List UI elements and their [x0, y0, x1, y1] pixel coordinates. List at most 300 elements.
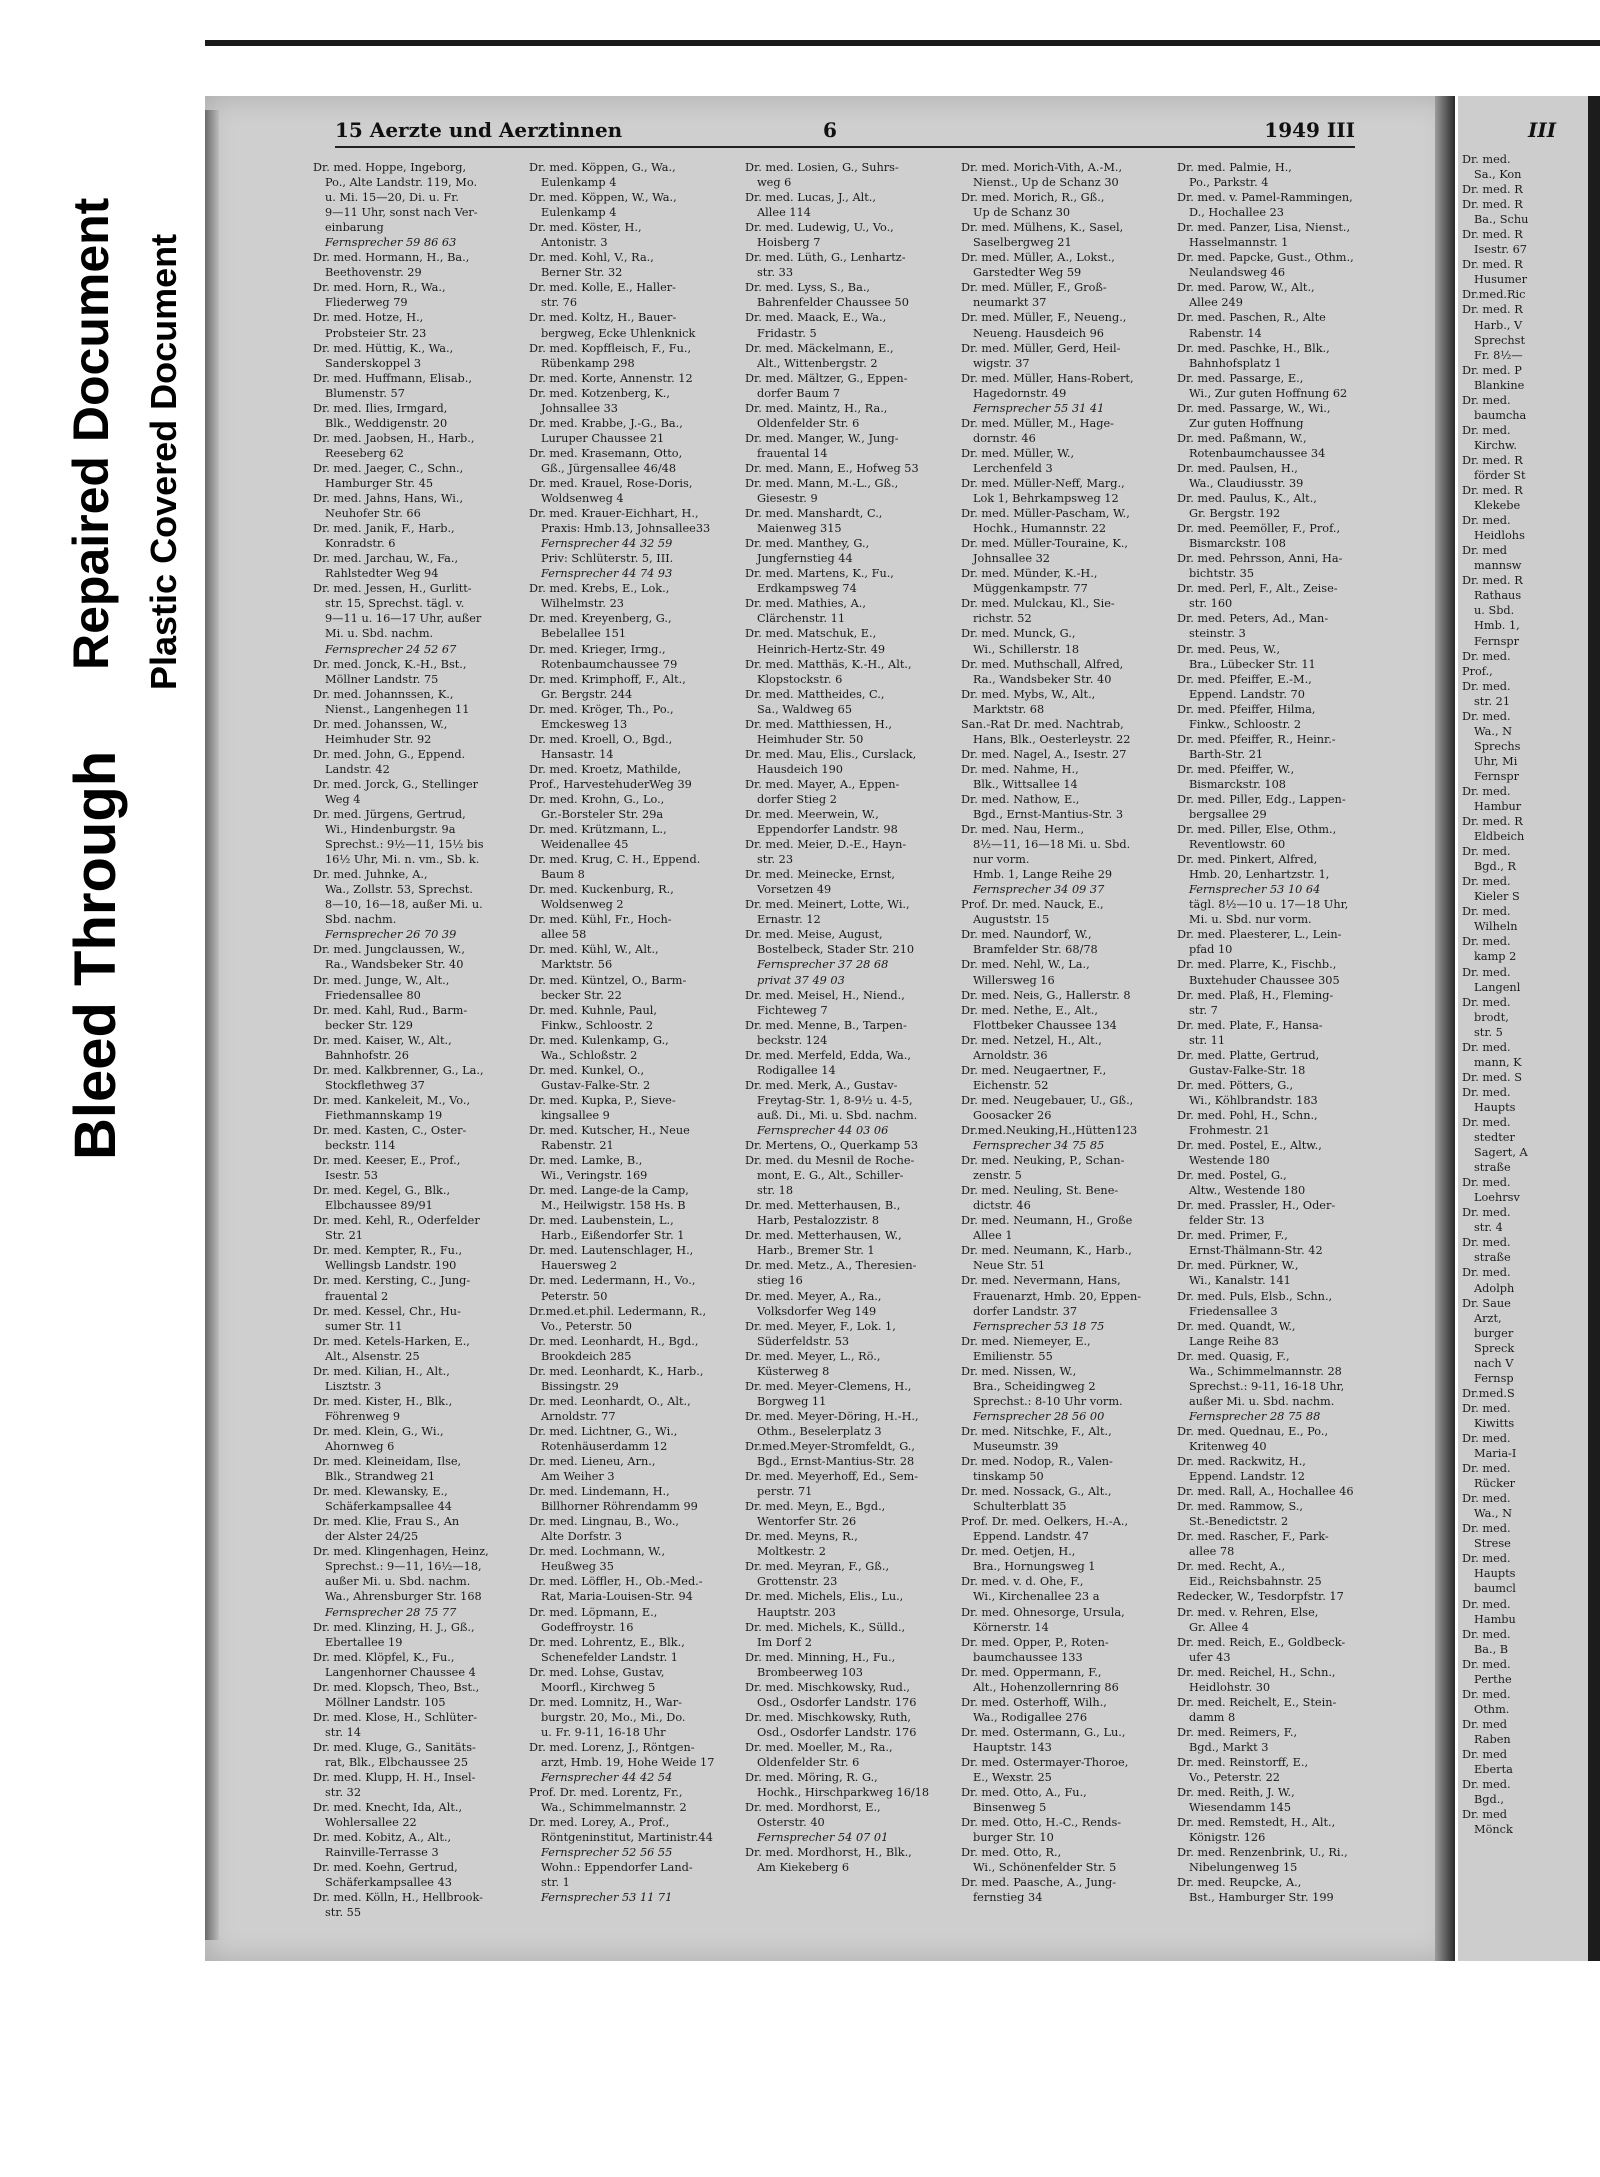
directory-address-line: Harb., Bremer Str. 1 [757, 1244, 875, 1258]
directory-entry-line: Dr. med. Merfeld, Edda, Wa., [745, 1048, 911, 1062]
directory-entry-line: Dr. med. Kotzenberg, K., [529, 386, 670, 400]
directory-address-line: u. Sbd. [1474, 604, 1515, 618]
directory-entry-line: Dr. med. Jahns, Hans, Wi., [313, 492, 464, 506]
directory-entry-line: Dr. med. v. d. Ohe, F., [961, 1575, 1084, 1589]
directory-address-line: Arnoldstr. 36 [973, 1048, 1048, 1062]
directory-entry-line: Dr. med [1462, 1717, 1508, 1731]
directory-entry-line: Dr. med. Kister, H., Blk., [313, 1394, 453, 1408]
directory-entry-line: Dr. med. Parow, W., Alt., [1177, 281, 1315, 295]
directory-address-line: frauental 14 [757, 446, 828, 460]
directory-address-line: Johnsallee 32 [973, 552, 1050, 566]
directory-entry-line: Dr. med. Meyer, F., Lok. 1, [745, 1319, 896, 1333]
directory-address-line: Harb., Eißendorfer Str. 1 [541, 1229, 685, 1243]
directory-address-line: Föhrenweg 9 [325, 1409, 401, 1423]
directory-entry-line: Dr. med. Otto, R., [961, 1846, 1062, 1860]
directory-entry-line: Dr. med. Mathies, A., [745, 597, 866, 611]
page-gutter-shadow [1435, 96, 1455, 1961]
directory-address-line: beckstr. 114 [325, 1139, 396, 1153]
directory-address-line: Wa., Rodigallee 276 [973, 1710, 1088, 1724]
directory-address-line: Wa., Schimmelmannstr. 2 [541, 1801, 687, 1815]
directory-entry-line: Dr. med. Mischkowsky, Rud., [745, 1680, 911, 1694]
directory-address-line: Eppendorfer Landstr. 98 [757, 823, 898, 837]
directory-entry-line: Dr. med. Paulus, K., Alt., [1177, 492, 1317, 506]
directory-address-line: Heimhuder Str. 50 [757, 732, 864, 746]
directory-entry-line: Dr. med. Jonck, K.-H., Bst., [313, 657, 467, 671]
directory-address-line: mannsw [1474, 559, 1522, 573]
directory-entry-line: Dr. med. Kankeleit, M., Vo., [313, 1093, 471, 1107]
directory-address-line: Rodigallee 14 [757, 1063, 836, 1077]
directory-address-line: Uhr, Mi [1474, 754, 1518, 768]
directory-entry-line: Dr. med. Müller-Neff, Marg., [961, 476, 1125, 490]
directory-entry-line: Dr. med. [1462, 1657, 1511, 1671]
directory-entry-line: Dr. med. Pfeiffer, R., Heinr.- [1177, 732, 1336, 746]
directory-address-line: Klekebe [1474, 499, 1521, 513]
directory-entry-line: Dr. med. Pötters, G., [1177, 1078, 1294, 1092]
directory-address-line: Landstr. 42 [325, 762, 390, 776]
directory-address-line: Giesestr. 9 [757, 492, 818, 506]
directory-address-line: burgstr. 20, Mo., Mi., Do. [541, 1710, 686, 1724]
directory-address-line: str. 5 [1474, 1025, 1503, 1039]
directory-entry-line: Dr. med. Platte, Gertrud, [1177, 1048, 1320, 1062]
directory-entry-line: Dr. med. [1462, 1462, 1511, 1476]
directory-address-line: Nienst., Langenhegen 11 [325, 702, 470, 716]
directory-address-line: Neue Str. 51 [973, 1259, 1046, 1273]
directory-entry-line: Dr. med. Quandt, W., [1177, 1319, 1296, 1333]
directory-address-line: allee 78 [1189, 1545, 1235, 1559]
directory-address-line: Rotenhäuserdamm 12 [541, 1439, 668, 1453]
directory-entry-line: Dr. med. Manthey, G., [745, 537, 870, 551]
directory-address-line: Weidenallee 45 [541, 838, 629, 852]
directory-entry-line: Dr. med. Kroetz, Mathilde, [529, 762, 682, 776]
directory-address-line: Freytag-Str. 1, 8-9½ u. 4-5, [757, 1093, 913, 1107]
directory-entry-line: Dr. med. Meisel, H., Niend., [745, 988, 905, 1002]
directory-entry-line: Dr. med. Lindemann, H., [529, 1485, 670, 1499]
directory-entry-line: Dr. med. Lingnau, B., Wo., [529, 1515, 680, 1529]
directory-address-line: Ra., Wandsbeker Str. 40 [973, 672, 1112, 686]
directory-address-line: Perthe [1474, 1672, 1512, 1686]
directory-entry-line: Dr. med. Lieneu, Arn., [529, 1455, 656, 1469]
directory-address-line: St.-Benedictstr. 2 [1189, 1515, 1289, 1529]
directory-entry-line: Prof., HarvestehuderWeg 39 [529, 777, 692, 791]
directory-entry-line: Dr. med. R [1462, 453, 1523, 467]
directory-entry-line: Dr. med. Koehn, Gertrud, [313, 1861, 458, 1875]
directory-address-line: weg 6 [757, 176, 792, 190]
directory-entry-line: Dr. med. Mordhorst, H., Blk., [745, 1846, 912, 1860]
directory-entry-line: Dr. med. Neuking, P., Schan- [961, 1154, 1125, 1168]
directory-entry-line: Dr. med. [1462, 935, 1511, 949]
directory-address-line: Wa., Ahrensburger Str. 168 [325, 1590, 482, 1604]
directory-address-line: Moorfl., Kirchweg 5 [541, 1680, 656, 1694]
directory-entry-line: Dr.med.Ric [1462, 288, 1526, 302]
directory-entry-line: Dr. med. Müller, F., Neueng., [961, 311, 1127, 325]
directory-entry-line: Dr. med. Piller, Edg., Lappen- [1177, 792, 1346, 806]
directory-address-line: Fernsprecher 55 31 41 [973, 401, 1105, 415]
directory-address-line: Wi., Köhlbrandstr. 183 [1189, 1093, 1318, 1107]
directory-entry-line: Dr. med. [1462, 905, 1511, 919]
directory-address-line: Süderfeldstr. 53 [757, 1334, 850, 1348]
directory-address-line: tägl. 8½—10 u. 17—18 Uhr, [1189, 898, 1349, 912]
directory-address-line: Gustav-Falke-Str. 2 [541, 1078, 651, 1092]
directory-entry-line: Dr. med. Reimers, F., [1177, 1725, 1298, 1739]
directory-entry-line: Dr. med. Metz., A., Theresien- [745, 1259, 917, 1273]
directory-entry-line: Dr. med. v. Rehren, Else, [1177, 1605, 1319, 1619]
directory-address-line: Beethovenstr. 29 [325, 266, 422, 280]
directory-address-line: Moltkestr. 2 [757, 1545, 826, 1559]
directory-entry-line: Dr. med. Löpmann, E., [529, 1605, 658, 1619]
directory-address-line: brodt, [1474, 1010, 1509, 1024]
directory-entry-line: Dr. med. Mäckelmann, E., [745, 341, 894, 355]
directory-entry-line: Dr. med. Piller, Else, Othm., [1177, 823, 1337, 837]
directory-address-line: Röntgeninstitut, Martinistr.44 [541, 1831, 713, 1845]
directory-address-line: Fernsprecher 59 86 63 [325, 236, 457, 250]
directory-address-line: arzt, Hmb. 19, Hohe Weide 17 [541, 1755, 715, 1769]
directory-address-line: Bra., Lübecker Str. 11 [1189, 657, 1316, 671]
directory-address-line: Fiethmannskamp 19 [325, 1108, 443, 1122]
directory-entry-line: Dr. med. Krasemann, Otto, [529, 446, 683, 460]
directory-address-line: einbarung [325, 221, 384, 235]
directory-address-line: Bgd., R [1474, 860, 1517, 874]
directory-address-line: Mönck [1474, 1823, 1513, 1837]
directory-entry-line: Dr. med. Hormann, H., Ba., [313, 251, 470, 265]
directory-address-line: wigstr. 37 [973, 356, 1030, 370]
directory-address-line: str. 33 [757, 266, 794, 280]
directory-entry-line: Dr. med. Meier, D.-E., Hayn- [745, 838, 907, 852]
directory-entry-line: Dr. med. Krimphoff, F., Alt., [529, 672, 686, 686]
directory-entry-line: Dr. med. Mulckau, Kl., Sie- [961, 597, 1115, 611]
directory-address-line: Müggenkampstr. 77 [973, 582, 1088, 596]
directory-entry-line: Dr. med. Rackwitz, H., [1177, 1455, 1306, 1469]
directory-address-line: Schulterblatt 35 [973, 1500, 1067, 1514]
directory-address-line: Am Kiekeberg 6 [757, 1861, 850, 1875]
directory-entry-line: Redecker, W., Tesdorpfstr. 17 [1177, 1590, 1344, 1604]
directory-address-line: u. Mi. 15—20, Di. u. Fr. [325, 191, 459, 205]
directory-entry-line: Dr. med. Reupcke, A., [1177, 1876, 1302, 1890]
directory-address-line: dorfer Landstr. 37 [973, 1304, 1078, 1318]
directory-entry-line: Dr. med. R [1462, 303, 1523, 317]
directory-entry-line: Dr. med. Mattheides, C., [745, 687, 885, 701]
directory-address-line: pfad 10 [1189, 943, 1233, 957]
directory-entry-line: Dr. med. Köppen, G., Wa., [529, 161, 676, 174]
directory-address-line: Hagedornstr. 49 [973, 386, 1067, 400]
directory-address-line: Ernastr. 12 [757, 913, 821, 927]
directory-address-line: Schäferkampsallee 44 [325, 1500, 452, 1514]
directory-entry-line: Dr. med. Rascher, F., Park- [1177, 1530, 1329, 1544]
directory-entry-line: Dr. med. Leonhardt, H., Bgd., [529, 1334, 699, 1348]
directory-entry-line: Dr. med. Remstedt, H., Alt., [1177, 1816, 1336, 1830]
directory-address-line: Osd., Osdorfer Landstr. 176 [757, 1695, 917, 1709]
directory-address-line: Wiesendamm 145 [1189, 1801, 1292, 1815]
directory-address-line: Woldsenweg 4 [541, 492, 624, 506]
directory-entry-line: Dr. med. Klupp, H. H., Insel- [313, 1771, 476, 1785]
directory-address-line: dorfer Stieg 2 [757, 792, 837, 806]
directory-address-line: Fernsprecher 34 09 37 [973, 883, 1105, 897]
directory-address-line: Praxis: Hmb.13, Johnsallee33 [541, 522, 711, 536]
directory-entry-line: Dr. med. R [1462, 574, 1523, 588]
directory-address-line: Bismarckstr. 108 [1189, 777, 1286, 791]
directory-entry-line: Dr. med. Kalkbrenner, G., La., [313, 1063, 484, 1077]
directory-address-line: zenstr. 5 [973, 1169, 1022, 1183]
directory-entry-line: Dr. med. Nevermann, Hans, [961, 1274, 1121, 1288]
directory-entry-line: Dr. med. Nethe, E., Alt., [961, 1003, 1098, 1017]
directory-address-line: Heidlohstr. 30 [1189, 1680, 1271, 1694]
directory-address-line: Jungfernstieg 44 [757, 552, 853, 566]
directory-entry-line: Dr. med. Mau, Elis., Curslack, [745, 747, 917, 761]
directory-address-line: Körnerstr. 14 [973, 1620, 1049, 1634]
directory-entry-line: Dr. med. Ohnesorge, Ursula, [961, 1605, 1125, 1619]
directory-entry-line: Dr. med. R [1462, 198, 1523, 212]
directory-entry-line: Dr. med. Paschen, R., Alte [1177, 311, 1326, 325]
directory-address-line: str. 14 [325, 1725, 362, 1739]
directory-address-line: förder St [1474, 468, 1526, 482]
directory-entry-line: Dr. med. Manger, W., Jung- [745, 431, 899, 445]
directory-entry-line: Dr. med. Kegel, G., Blk., [313, 1184, 451, 1198]
directory-address-line: Alt., Alsenstr. 25 [325, 1349, 420, 1363]
directory-address-line: Heinrich-Hertz-Str. 49 [757, 642, 886, 656]
directory-address-line: Sa., Kon [1474, 168, 1522, 182]
directory-address-line: Wa., N [1474, 724, 1513, 738]
directory-entry-line: Dr. med. Rammow, S., [1177, 1500, 1303, 1514]
directory-entry-line: Dr. med. v. Pamel-Rammingen, [1177, 191, 1353, 205]
directory-address-line: Woldsenweg 2 [541, 898, 624, 912]
directory-entry-line: Dr. med. Postel, G., [1177, 1169, 1287, 1183]
directory-address-line: Möllner Landstr. 75 [325, 672, 439, 686]
directory-address-line: Fliederweg 79 [325, 296, 408, 310]
directory-address-line: Oldenfelder Str. 6 [757, 1755, 860, 1769]
directory-entry-line: Dr. med. Metterhausen, W., [745, 1229, 902, 1243]
directory-address-line: Fernsprecher 28 56 00 [973, 1409, 1105, 1423]
directory-address-line: Ebertallee 19 [325, 1635, 403, 1649]
directory-entry-line: Dr. med. Pfeiffer, Hilma, [1177, 702, 1316, 716]
directory-address-line: Ba., Schu [1474, 213, 1529, 227]
directory-address-line: Fernsprecher 34 75 85 [973, 1139, 1105, 1153]
directory-address-line: str. 7 [1189, 1003, 1218, 1017]
directory-entry-line: Dr. med. Möring, R. G., [745, 1771, 878, 1785]
directory-entry-line: Dr. med. [1462, 679, 1511, 693]
directory-entry-line: Dr. med. Reichel, H., Schn., [1177, 1665, 1336, 1679]
scan-top-edge [205, 40, 1600, 46]
directory-address-line: Lerchenfeld 3 [973, 461, 1053, 475]
directory-address-line: Wohlersallee 22 [325, 1816, 417, 1830]
directory-entry-line: Dr. med. Osterhoff, Wilh., [961, 1695, 1107, 1709]
directory-entry-line: Prof. Dr. med. Lorentz, Fr., [529, 1786, 683, 1800]
directory-entry-line: Dr. med. Jorck, G., Stellinger [313, 777, 479, 791]
directory-entry-line: Dr. med. Nitschke, F., Alt., [961, 1424, 1112, 1438]
directory-column-5 [1177, 160, 1385, 1905]
directory-address-line: Johnsallee 33 [541, 401, 618, 415]
directory-entry-line: Dr. med. [1462, 1552, 1511, 1566]
directory-address-line: Wa., Schimmelmannstr. 28 [1189, 1364, 1342, 1378]
directory-address-line: Husumer [1474, 273, 1527, 287]
directory-address-line: felder Str. 13 [1189, 1214, 1265, 1228]
directory-address-line: Fernsprecher 44 32 59 [541, 537, 673, 551]
directory-entry-line: Dr. med. Hüttig, K., Wa., [313, 341, 454, 355]
directory-entry-line: Dr. med. John, G., Eppend. [313, 747, 466, 761]
directory-entry-line: Dr. med. Postel, E., Altw., [1177, 1139, 1322, 1153]
directory-address-line: Stockflethweg 37 [325, 1078, 425, 1092]
directory-address-line: Hochk., Humannstr. 22 [973, 522, 1107, 536]
directory-address-line: Rotenbaumchaussee 34 [1189, 446, 1326, 460]
directory-entry-line: Dr.med.S [1462, 1386, 1515, 1400]
directory-entry-line: Dr. med. Reith, J. W., [1177, 1786, 1295, 1800]
directory-entry-line: Dr. med. Reinstorff, E., [1177, 1755, 1309, 1769]
directory-address-line: Clärchenstr. 11 [757, 612, 846, 626]
directory-address-line: Haupts [1474, 1100, 1516, 1114]
directory-entry-line: Dr. med. Jaeger, C., Schn., [313, 461, 464, 475]
directory-address-line: baumcl [1474, 1582, 1516, 1596]
directory-address-line: Ra., Wandsbeker Str. 40 [325, 958, 464, 972]
directory-address-line: Wi., Veringstr. 169 [541, 1169, 648, 1183]
directory-address-line: str. 4 [1474, 1221, 1503, 1235]
directory-address-line: Neuhofer Str. 66 [325, 507, 421, 521]
directory-entry-line: Dr. med. Munck, G., [961, 627, 1076, 641]
directory-entry-line: Dr. med. R [1462, 228, 1523, 242]
directory-entry-line: Dr. med. Krützmann, L., [529, 823, 667, 837]
directory-address-line: Eppend. Landstr. 70 [1189, 687, 1305, 701]
directory-entry-line: Dr. med. Müller, W., [961, 446, 1075, 460]
directory-entry-line: Dr. med. Klein, G., Wi., [313, 1424, 444, 1438]
directory-entry-line: Dr. med. Jarchau, W., Fa., [313, 552, 459, 566]
directory-entry-line: Dr. med. Passarge, E., [1177, 371, 1304, 385]
directory-address-line: Nibelungenweg 15 [1189, 1861, 1298, 1875]
directory-address-line: damm 8 [1189, 1710, 1236, 1724]
directory-address-line: Bahnhofstr. 26 [325, 1048, 409, 1062]
directory-address-line: Ba., B [1474, 1642, 1509, 1656]
directory-entry-line: Dr. med. Meyn, E., Bgd., [745, 1500, 886, 1514]
directory-address-line: Schenefelder Landstr. 1 [541, 1650, 678, 1664]
directory-address-line: Hmb. 1, [1474, 619, 1520, 633]
directory-entry-line: Dr. med. Lochmann, W., [529, 1545, 666, 1559]
directory-address-line: Zur guten Hoffnung [1189, 416, 1304, 430]
directory-entry-line: Dr. med. Lorey, A., Prof., [529, 1816, 670, 1830]
scan-right-edge [1588, 96, 1600, 1961]
directory-entry-line: Dr. med. Krauel, Rose-Doris, [529, 476, 693, 490]
directory-address-line: dorfer Baum 7 [757, 386, 841, 400]
directory-entry-line: Dr. med. Meerwein, W., [745, 808, 879, 822]
directory-entry-line: Dr. med. Jungclaussen, W., [313, 943, 466, 957]
directory-entry-line: Dr. med. Morich-Vith, A.-M., [961, 161, 1123, 174]
directory-address-line: Adolph [1474, 1281, 1515, 1295]
directory-entry-line: Dr. med. Kehl, R., Oderfelder [313, 1214, 480, 1228]
directory-entry-line: Dr. med. S [1462, 1070, 1522, 1084]
directory-entry-line: Dr. med. Müller, Gerd, Heil- [961, 341, 1121, 355]
directory-address-line: Vo., Peterstr. 50 [541, 1319, 632, 1333]
directory-entry-line: Dr. med. Michels, Elis., Lu., [745, 1590, 904, 1604]
directory-entry-line: Dr.med.et.phil. Ledermann, R., [529, 1304, 707, 1318]
directory-entry-line: Dr. med [1462, 544, 1508, 558]
directory-address-line: Mi. u. Sbd. nur vorm. [1189, 913, 1312, 927]
directory-entry-line: Dr. med. Minning, H., Fu., [745, 1650, 896, 1664]
directory-address-line: Eulenkamp 4 [541, 176, 617, 190]
directory-address-line: Westende 180 [1189, 1154, 1270, 1168]
directory-address-line: Emilienstr. 55 [973, 1349, 1053, 1363]
directory-address-line: Alte Dorfstr. 3 [541, 1530, 622, 1544]
directory-address-line: stedter [1474, 1131, 1515, 1145]
directory-address-line: Borgweg 11 [757, 1394, 827, 1408]
directory-address-line: Allee 249 [1189, 296, 1243, 310]
directory-entry-line: Dr. med. Lüth, G., Lenhartz- [745, 251, 906, 265]
directory-address-line: Brombeerweg 103 [757, 1665, 863, 1679]
directory-entry-line: Dr. med. Michels, K., Sülld., [745, 1620, 906, 1634]
directory-entry-line: Dr. med. Lorenz, J., Röntgen- [529, 1740, 695, 1754]
directory-entry-line: Dr. med. [1462, 1206, 1511, 1220]
directory-address-line: Probsteier Str. 23 [325, 326, 427, 340]
directory-address-line: Museumstr. 39 [973, 1439, 1059, 1453]
directory-entry-line: Dr. med. Klinzing, H. J., Gß., [313, 1620, 475, 1634]
directory-address-line: Wi., Kanalstr. 141 [1189, 1274, 1291, 1288]
directory-entry-line: Dr. Mertens, O., Querkamp 53 [745, 1139, 919, 1153]
directory-entry-line: Dr. med. Köppen, W., Wa., [529, 191, 677, 205]
directory-entry-line: Dr. med. Kühl, W., Alt., [529, 943, 659, 957]
directory-address-line: Bra., Scheidingweg 2 [973, 1379, 1096, 1393]
directory-address-line: str. 23 [757, 853, 794, 867]
directory-address-line: Finkw., Schloostr. 2 [541, 1018, 654, 1032]
directory-address-line: Bgd., Ernst-Mantius-Str. 28 [757, 1455, 915, 1469]
directory-address-line: kingsallee 9 [541, 1108, 610, 1122]
directory-address-line: Haupts [1474, 1567, 1516, 1581]
directory-entry-line: Dr. med. R [1462, 484, 1523, 498]
directory-entry-line: Dr. med. R [1462, 183, 1523, 197]
directory-entry-line: Dr. med. Krauer-Eichhart, H., [529, 507, 699, 521]
directory-entry-line: Dr. med. [1462, 1778, 1511, 1792]
directory-address-line: Wellingsb Landstr. 190 [325, 1259, 457, 1273]
directory-address-line: Nienst., Up de Schanz 30 [973, 176, 1119, 190]
directory-entry-line: Dr. med. [1462, 1040, 1511, 1054]
directory-entry-line: Dr. med. Kühl, Fr., Hoch- [529, 913, 672, 927]
directory-address-line: Am Weiher 3 [541, 1470, 615, 1484]
directory-address-line: Rotenbaumchaussee 79 [541, 657, 678, 671]
directory-address-line: Fernsprecher 52 56 55 [541, 1846, 673, 1860]
page-header [335, 118, 1355, 148]
directory-address-line: Saselbergweg 21 [973, 236, 1072, 250]
directory-address-line: Buxtehuder Chaussee 305 [1189, 973, 1340, 987]
directory-entry-line: Dr. med. Lange-de la Camp, [529, 1184, 689, 1198]
directory-address-line: Sprechs [1474, 739, 1521, 753]
directory-entry-line: Dr. med. [1462, 1492, 1511, 1506]
directory-address-line: bergsallee 29 [1189, 808, 1267, 822]
directory-address-line: Loehrsv [1474, 1191, 1520, 1205]
directory-entry-line: Dr. med. Matthiessen, H., [745, 717, 892, 731]
directory-entry-line: Dr. med. Krohn, G., Lo., [529, 792, 665, 806]
plastic-covered-label: Plastic Covered Document [143, 233, 184, 690]
directory-address-line: Willersweg 16 [973, 973, 1055, 987]
directory-entry-line: Dr. med. Mältzer, G., Eppen- [745, 371, 908, 385]
directory-address-line: Fernsprecher 28 75 88 [1189, 1409, 1321, 1423]
directory-address-line: Wi., Schillerstr. 18 [973, 642, 1080, 656]
directory-address-line: Wa., Schloßstr. 2 [541, 1048, 638, 1062]
directory-address-line: Sagert, A [1474, 1146, 1528, 1160]
directory-address-line: Garstedter Weg 59 [973, 266, 1082, 280]
directory-address-line: Fernsprecher 53 18 75 [973, 1319, 1105, 1333]
directory-address-line: Up de Schanz 30 [973, 206, 1071, 220]
directory-address-line: tinskamp 50 [973, 1470, 1044, 1484]
directory-entry-line: Dr. med. Kohl, V., Ra., [529, 251, 654, 265]
directory-address-line: Rübenkamp 298 [541, 356, 635, 370]
directory-address-line: str. 55 [325, 1906, 362, 1920]
repaired-document-label: Repaired Document [63, 197, 119, 670]
directory-address-line: Hans, Blk., Oesterleystr. 22 [973, 732, 1131, 746]
directory-entry-line: Dr. med. Kolle, E., Haller- [529, 281, 676, 295]
directory-address-line: neumarkt 37 [973, 296, 1047, 310]
directory-address-line: becker Str. 129 [325, 1018, 413, 1032]
directory-address-line: Fernspr [1474, 634, 1520, 648]
directory-address-line: auß. Di., Mi. u. Sbd. nachm. [757, 1108, 918, 1122]
directory-address-line: Fernspr [1474, 769, 1520, 783]
directory-entry-line: Dr. med. Ostermayer-Thoroe, [961, 1755, 1129, 1769]
directory-entry-line: Dr. med. [1462, 995, 1511, 1009]
directory-entry-line: Dr. med. Panzer, Lisa, Nienst., [1177, 221, 1351, 235]
directory-entry-line: Dr. med. Nossack, G., Alt., [961, 1485, 1112, 1499]
directory-entry-line: Dr. med. Perl, F., Alt., Zeise- [1177, 582, 1338, 596]
